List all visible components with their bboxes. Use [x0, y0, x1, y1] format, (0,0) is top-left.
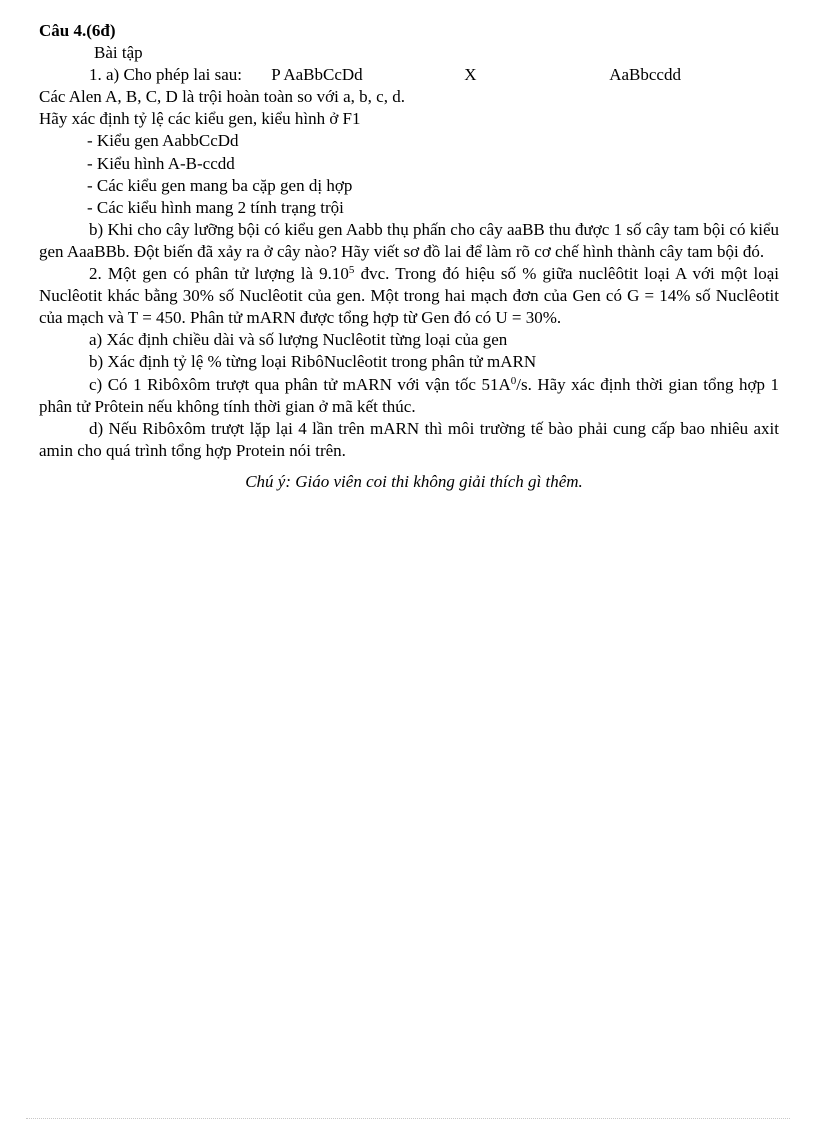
- part2-a: a) Xác định chiều dài và số lượng Nuclêotit từng loại của gen: [89, 330, 508, 350]
- question-heading: Câu 4.(6đ): [39, 21, 116, 40]
- list-item: - Kiểu hình A-B-ccdd: [87, 153, 235, 173]
- part2-c-text-b: /s. Hãy xác định thời gian tổng hợp 1 phân tử Prôtein nếu không tính thời gian ở mã kết thúc.: [39, 374, 779, 416]
- part1-task: Hãy xác định tỷ lệ các kiểu gen, kiểu hình ở F1: [39, 109, 361, 129]
- part2-b: b) Xác định tỷ lệ % từng loại RibôNuclêotit trong phân tử mARN: [89, 352, 537, 372]
- exercise-subheading: Bài tập: [94, 43, 143, 63]
- cross-parent-2: AaBbccdd: [609, 65, 681, 85]
- exam-page: [39, 20, 779, 493]
- list-item: - Kiểu gen AabbCcDd: [87, 131, 239, 151]
- cross-symbol: X: [464, 65, 477, 85]
- part2-c-exponent: 0: [510, 374, 517, 387]
- part1-intro: 1. a) Cho phép lai sau:: [89, 65, 242, 85]
- part1-b-text: b) Khi cho cây lưỡng bội có kiểu gen Aabb thụ phấn cho cây aaBB thu được 1 số cây tam bội có kiểu gen AaaBBb. Đột biến đã xảy ra ở cây nào? Hãy viết sơ đồ lai để làm rõ cơ chế hình thành cây tam bội đó.: [39, 219, 779, 261]
- alleles-statement: Các Alen A, B, C, D là trội hoàn toàn so với a, b, c, d.: [39, 87, 405, 107]
- part2-exponent: 5: [348, 264, 355, 277]
- list-item: - Các kiểu hình mang 2 tính trạng trội: [87, 197, 344, 217]
- cross-parent-1: P AaBbCcDd: [271, 65, 363, 85]
- part2-intro-text-b: đvc. Trong đó hiệu số % giữa nuclêôtit loại A với một loại Nuclêotit khác bằng 30% số Nuclêotit của gen. Một trong hai mạch đơn của Gen có G = 14% số Nuclêotit của mạch và T = 450. Phân tử mARN được tổng hợp từ Gen đó có U = 30%.: [39, 264, 779, 328]
- part2-d: [39, 418, 779, 462]
- part2-c-text-a: c) Có 1 Ribôxôm trượt qua phân tử mARN với vận tốc 51A: [89, 374, 511, 394]
- part2-intro: [39, 263, 779, 329]
- part2-d-text: d) Nếu Ribôxôm trượt lặp lại 4 lần trên mARN thì môi trường tế bào phải cung cấp bao nhiêu axit amin cho quá trình tổng hợp Protein nói trên.: [39, 418, 779, 460]
- part2-intro-text-a: 2. Một gen có phân tử lượng là 9.10: [89, 264, 349, 284]
- exam-note: Chú ý: Giáo viên coi thi không giải thích gì thêm.: [245, 471, 583, 491]
- page-bottom-divider: [26, 1118, 790, 1119]
- list-item: - Các kiểu gen mang ba cặp gen dị hợp: [87, 175, 353, 195]
- cross-line: [39, 64, 779, 86]
- part1-b: [39, 219, 779, 263]
- part2-c: [39, 374, 779, 418]
